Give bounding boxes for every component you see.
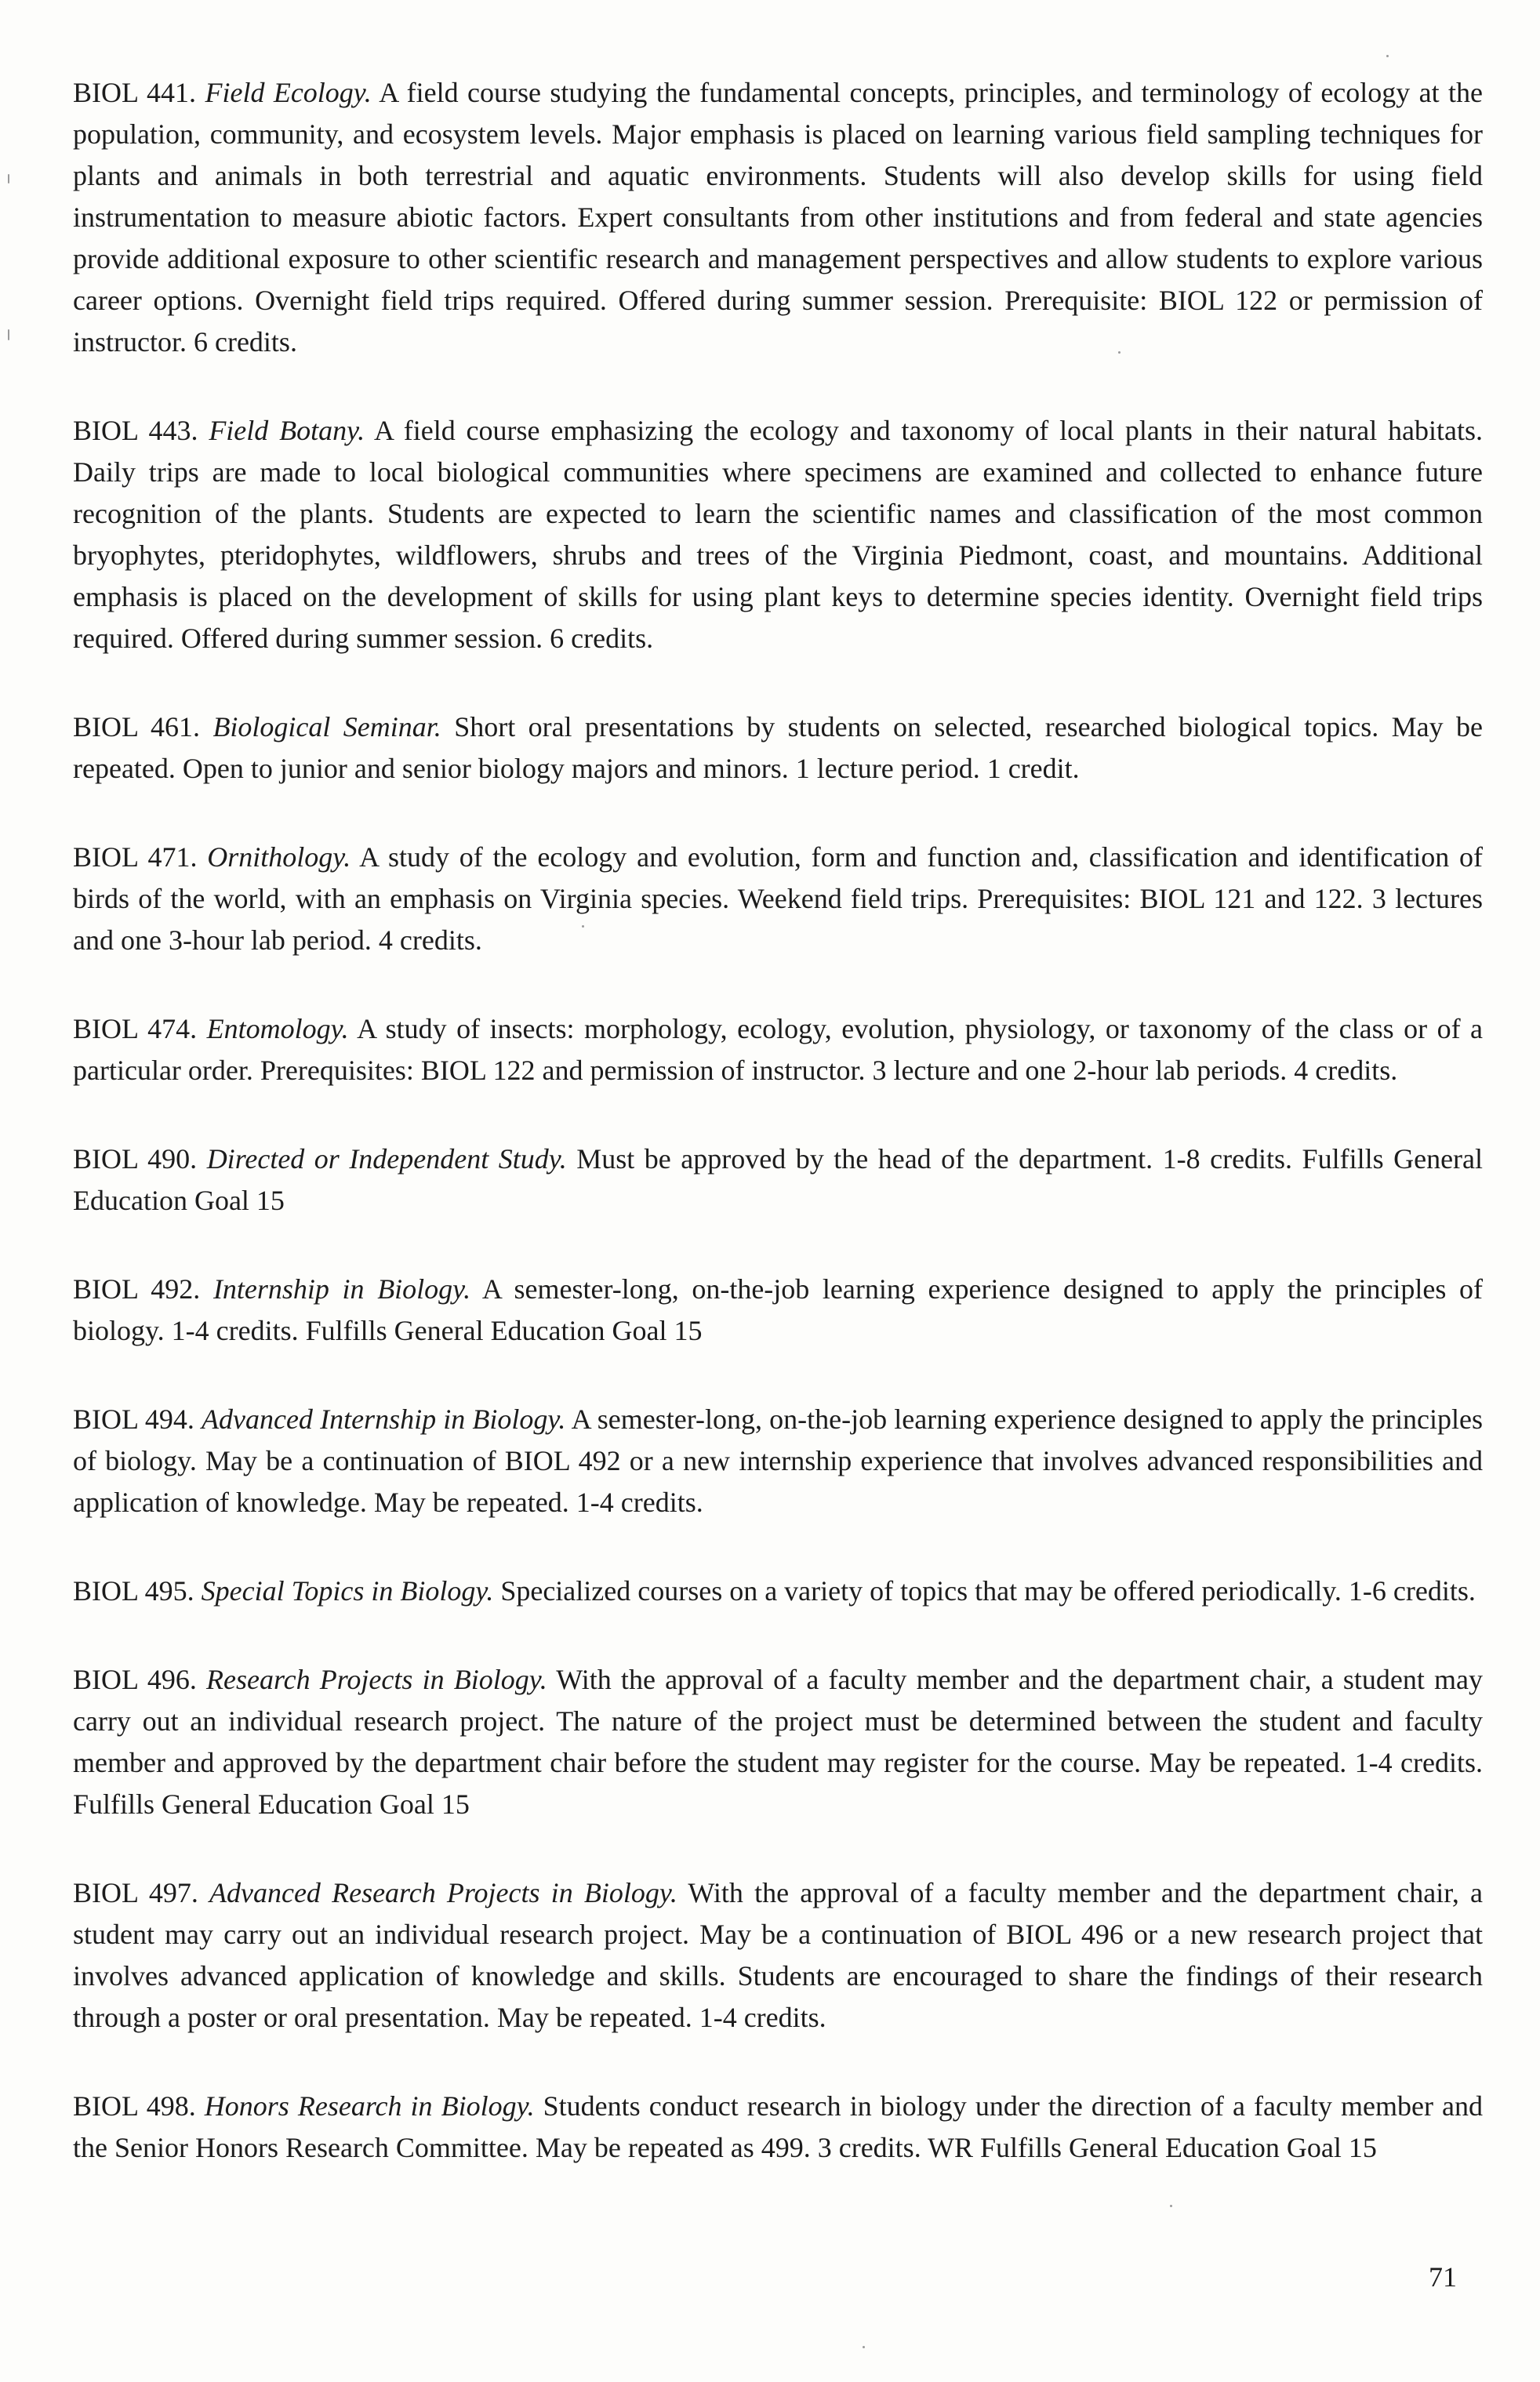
course-title: Ornithology. bbox=[207, 841, 351, 873]
course-description: With the approval of a faculty member and the department chair, a student may carry out an individual research project. The nature of the project must be determined between the student and faculty member and approved by the department chair before the student may register for the course. May be repeated. 1-4 credits. Fulfills General Education Goal 15 bbox=[73, 1664, 1484, 1820]
course-entry bbox=[73, 1138, 1483, 1222]
course-description: A semester-long, on-the-job learning experience designed to apply the principles of biology. 1-4 credits. Fulfills General Education Goal 15 bbox=[73, 1273, 1484, 1346]
course-title: Entomology. bbox=[206, 1013, 349, 1044]
page-number: 71 bbox=[1429, 2261, 1457, 2293]
course-entry bbox=[73, 1399, 1483, 1523]
course-title: Special Topics in Biology. bbox=[201, 1575, 494, 1607]
course-description: Must be approved by the head of the department. 1-8 credits. Fulfills General Education Goal 15 bbox=[73, 1143, 1484, 1216]
course-code: BIOL 498. bbox=[73, 2090, 196, 2122]
course-title: Advanced Internship in Biology. bbox=[202, 1403, 566, 1435]
course-description: A semester-long, on-the-job learning experience designed to apply the principles of biology. May be a continuation of BIOL 492 or a new internship experience that involves advanced responsibilities and application of knowledge. May be repeated. 1-4 credits. bbox=[73, 1403, 1484, 1518]
scan-speck bbox=[8, 174, 9, 183]
course-code: BIOL 443. bbox=[73, 415, 198, 446]
scan-speck bbox=[1170, 2205, 1172, 2207]
course-entry bbox=[73, 837, 1483, 961]
course-title: Directed or Independent Study. bbox=[206, 1143, 567, 1175]
course-entry bbox=[73, 1659, 1483, 1825]
course-entry bbox=[73, 706, 1483, 790]
course-code: BIOL 496. bbox=[73, 1664, 197, 1695]
course-code: BIOL 461. bbox=[73, 711, 201, 743]
scan-speck bbox=[1386, 55, 1389, 57]
course-description: A study of insects: morphology, ecology, evolution, physiology, or taxonomy of the class or of a particular order. Prerequisites: BIOL 122 and permission of instructor. 3 lecture and one 2-hour lab periods. 4 credits. bbox=[73, 1013, 1484, 1086]
course-code: BIOL 474. bbox=[73, 1013, 198, 1044]
course-title: Honors Research in Biology. bbox=[204, 2090, 535, 2122]
course-entry bbox=[73, 410, 1483, 659]
course-description: A study of the ecology and evolution, form and function and, classification and identification of birds of the world, with an emphasis on Virginia species. Weekend field trips. Prerequisites: BIOL 121 and 122. 3 lectures and one 3-hour lab period. 4 credits. bbox=[73, 841, 1484, 956]
course-code: BIOL 497. bbox=[73, 1877, 198, 1908]
course-title: Advanced Research Projects in Biology. bbox=[209, 1877, 677, 1908]
course-entry bbox=[73, 1570, 1483, 1612]
course-code: BIOL 471. bbox=[73, 841, 198, 873]
course-code: BIOL 495. bbox=[73, 1575, 194, 1607]
course-description: With the approval of a faculty member and the department chair, a student may carry out an individual research project. May be a continuation of BIOL 496 or a new research project that involves advanced application of knowledge and skills. Students are encouraged to share the findings of their research through a poster or oral presentation. May be repeated. 1-4 credits. bbox=[73, 1877, 1483, 2033]
course-title: Field Ecology. bbox=[205, 77, 372, 108]
course-description: A field course emphasizing the ecology and taxonomy of local plants in their natural habitats. Daily trips are made to local biological communities where specimens are examined and collected to enhance future recognition of the plants. Students are expected to learn the scientific names and classification of the most common bryophytes, pteridophytes, wildflowers, shrubs and trees of the Virginia Piedmont, coast, and mountains. Additional emphasis is placed on the development of skills for using plant keys to determine species identity. Overnight field trips required. Offered during summer session. 6 credits. bbox=[73, 415, 1484, 654]
course-description: Students conduct research in biology under the direction of a faculty member and the Senior Honors Research Committee. May be repeated as 499. 3 credits. WR Fulfills General Education Goal 15 bbox=[73, 2090, 1484, 2163]
course-entry bbox=[73, 1008, 1483, 1091]
course-entry bbox=[73, 72, 1483, 363]
course-code: BIOL 492. bbox=[73, 1273, 201, 1305]
course-title: Biological Seminar. bbox=[212, 711, 441, 743]
course-entry bbox=[73, 1872, 1483, 2039]
scan-speck bbox=[1118, 351, 1120, 354]
course-entry bbox=[73, 1269, 1483, 1352]
course-description: A field course studying the fundamental concepts, principles, and terminology of ecology at the population, community, and ecosystem levels. Major emphasis is placed on learning various field sampling techniques for plants and animals in both terrestrial and aquatic environments. Students will also develop skills for using field instrumentation to measure abiotic factors. Expert consultants from other institutions and from federal and state agencies provide additional exposure to other scientific research and management perspectives and allow students to explore various career options. Overnight field trips required. Offered during summer session. Prerequisite: BIOL 122 or permission of instructor. 6 credits. bbox=[73, 77, 1484, 358]
course-description: Specialized courses on a variety of topics that may be offered periodically. 1-6 credits. bbox=[500, 1575, 1476, 1607]
course-entry bbox=[73, 2086, 1483, 2169]
course-code: BIOL 494. bbox=[73, 1403, 194, 1435]
course-list bbox=[73, 72, 1483, 2216]
course-title: Internship in Biology. bbox=[212, 1273, 471, 1305]
course-code: BIOL 490. bbox=[73, 1143, 198, 1175]
course-code: BIOL 441. bbox=[73, 77, 197, 108]
course-title: Field Botany. bbox=[209, 415, 365, 446]
scan-speck bbox=[582, 925, 584, 928]
scan-speck bbox=[863, 2346, 865, 2348]
course-description: Short oral presentations by students on selected, researched biological topics. May be repeated. Open to junior and senior biology majors and minors. 1 lecture period. 1 credit. bbox=[73, 711, 1484, 784]
scan-speck bbox=[8, 329, 9, 340]
course-title: Research Projects in Biology. bbox=[206, 1664, 547, 1695]
